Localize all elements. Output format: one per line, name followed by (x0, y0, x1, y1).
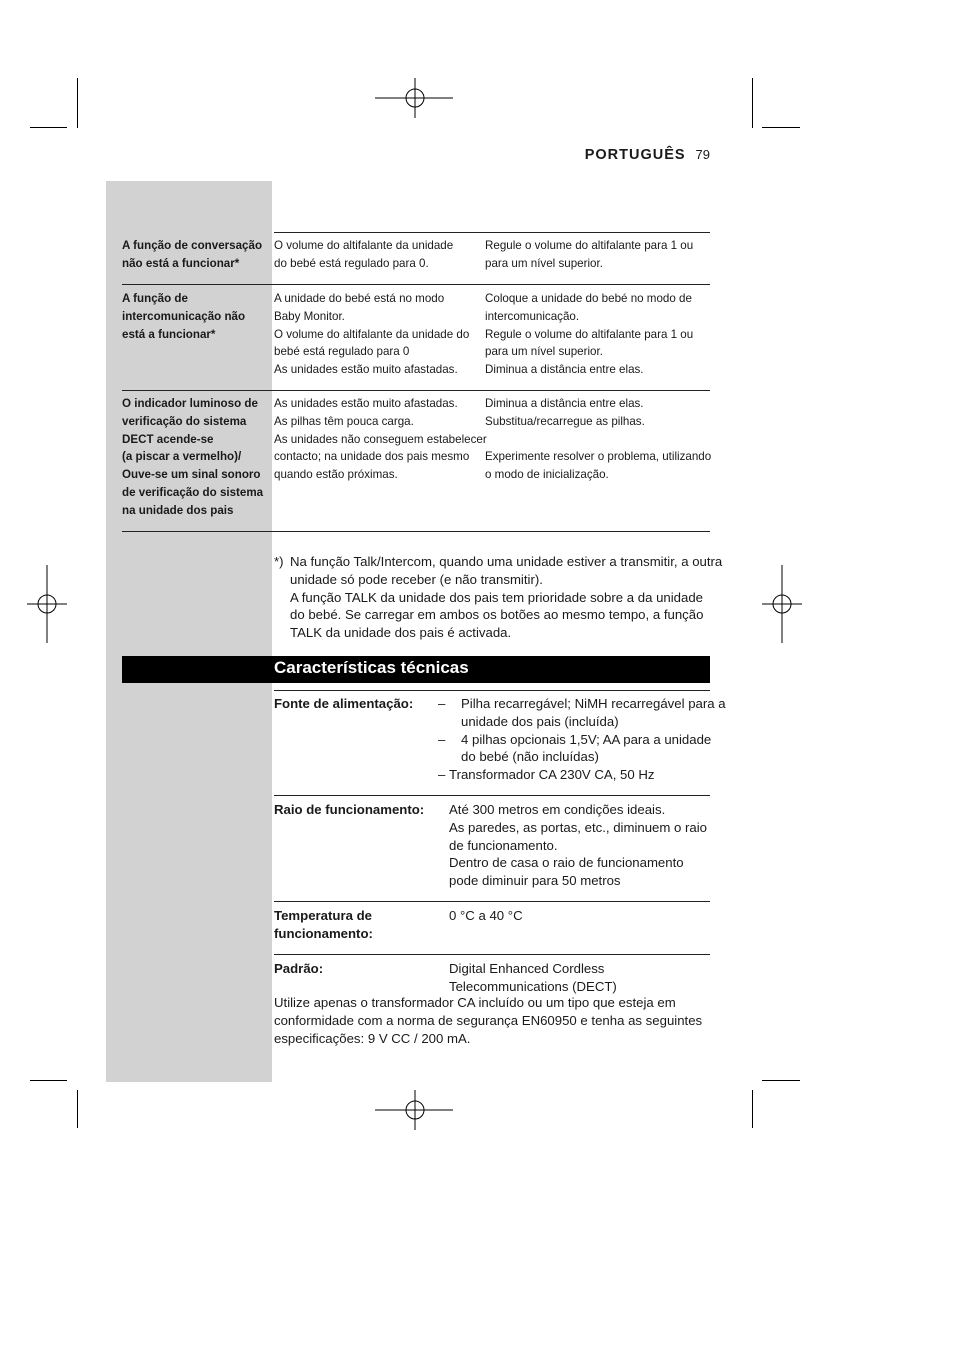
spec-value (438, 695, 726, 784)
problem-cell: A função de conversação não está a funcionar* (122, 239, 263, 270)
page-number: 79 (695, 147, 710, 162)
solution-cell: Coloque a unidade do bebé no modo de intercomunicação. Regule o volume do altifalante para 1 ou para um nível superior. Diminua a distância entre elas. (485, 292, 694, 377)
spec-value: Digital Enhanced Cordless Telecommunications (DECT) (449, 961, 617, 994)
list-item: – Transformador CA 230V CA, 50 Hz (438, 767, 655, 783)
footnote-marker: *) (274, 554, 284, 569)
cause-cell: As unidades estão muito afastadas. As pilhas têm pouca carga. As unidades não conseguem estabelecer contacto; na unidade dos pais mesmo quando estão próximas. (274, 397, 487, 482)
registration-mark-left (27, 565, 67, 643)
solution-cell: Diminua a distância entre elas. Substitua/recarregue as pilhas. Experimente resolver o problema, utilizando o modo de inicialização. (485, 397, 712, 482)
problem-cell: O indicador luminoso de verificação do sistema DECT acende-se (a piscar a vermelho)/ Ouve-se um sinal sonoro de verificação do sistema na unidade dos pais (122, 397, 264, 517)
spec-label: Fonte de alimentação: (274, 696, 414, 711)
section-title: Características técnicas (274, 658, 469, 677)
registration-mark-top (375, 78, 455, 118)
list-item: – Pilha recarregável; NiMH recarregável para a unidade dos pais (incluída) (438, 696, 726, 729)
page-header (585, 147, 710, 163)
problem-cell: A função de intercomunicação não está a funcionar* (122, 292, 246, 341)
section-title-bar (122, 656, 710, 683)
spec-label: Raio de funcionamento: (274, 802, 425, 817)
footnote: *) Na função Talk/Intercom, quando uma unidade estiver a transmitir, a outra unidade só pode receber (e não transmitir). A função TALK da unidade dos pais tem prioridade sobre a da unidade do bebé. Se carregar em ambos os botões ao mesmo tempo, a função TALK da unidade dos pais é activada. (274, 554, 723, 641)
solution-cell: Regule o volume do altifalante para 1 ou para um nível superior. (485, 239, 694, 270)
language-title: PORTUGUÊS (584, 147, 686, 163)
spec-value: Até 300 metros em condições ideais. As paredes, as portas, etc., diminuem o raio de funcionamento. Dentro de casa o raio de funcionamento pode diminuir para 50 metros (449, 802, 708, 889)
spec-label: Padrão: (274, 961, 324, 976)
registration-mark-bottom (375, 1090, 455, 1130)
cause-cell: O volume do altifalante da unidade do bebé está regulado para 0. (274, 239, 454, 270)
list-item: – 4 pilhas opcionais 1,5V; AA para a unidade do bebé (não incluídas) (438, 731, 712, 765)
spec-label: Temperatura de funcionamento: (274, 908, 373, 941)
spec-value: 0 °C a 40 °C (449, 908, 523, 923)
adapter-note: Utilize apenas o transformador CA incluído ou um tipo que esteja em conformidade com a norma de segurança EN60950 e tenha as seguintes especificações: 9 V CC / 200 mA. (274, 995, 703, 1046)
cause-cell: A unidade do bebé está no modo Baby Monitor. O volume do altifalante da unidade do bebé está regulado para 0 As unidades estão muito afastadas. (274, 292, 470, 377)
registration-mark-right (762, 565, 802, 643)
